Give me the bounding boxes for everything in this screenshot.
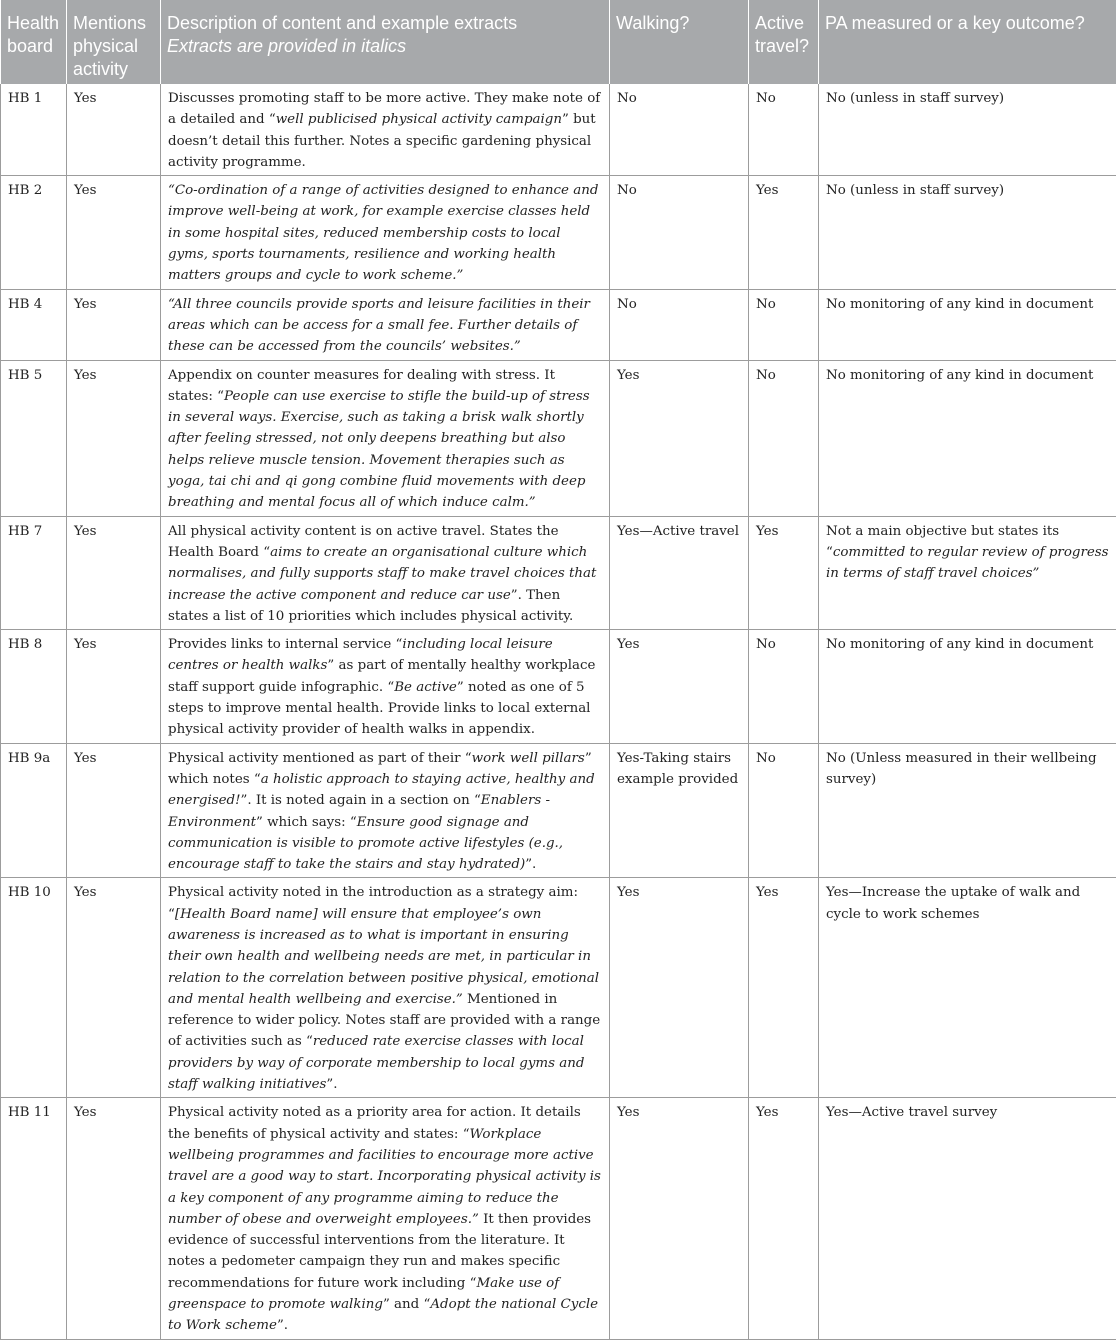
header-health-board: Health board [1,0,67,84]
pa-measured-cell: No (unless in staff survey) [819,84,1116,176]
description-cell-segment: Mentioned in reference to wider policy. Notes staff are provided with a range of activities such as “ [168,992,600,1050]
description-cell [161,176,610,289]
table-row [1,878,1116,1098]
health-board-cell: HB 5 [1,360,67,516]
header-walking: Walking? [610,0,749,84]
mentions-cell: Yes [67,289,161,360]
table-row [1,630,1116,743]
health-board-cell: HB 7 [1,516,67,629]
description-cell [161,878,610,1098]
table-row [1,743,1116,878]
mentions-cell: Yes [67,84,161,176]
pa-measured-cell [819,516,1116,629]
description-cell-segment: ”. It is noted again in a section on “ [240,793,480,808]
description-cell-segment: ” but doesn’t detail this further. Notes a specific gardening physical activity programme. [168,112,596,170]
pa-measured-cell-segment: Not a main objective but states its “ [826,524,1059,560]
active-travel-cell: Yes [749,878,819,1098]
health-board-cell: HB 10 [1,878,67,1098]
walking-cell: No [610,176,749,289]
description-cell-segment: All physical activity content is on active travel. States the Health Board “ [168,524,559,560]
active-travel-cell: Yes [749,516,819,629]
pa-measured-cell: No (unless in staff survey) [819,176,1116,289]
header-active-travel: Active travel? [749,0,819,84]
description-cell-segment: ” which says: “ [256,815,357,830]
walking-cell: Yes [610,1098,749,1339]
table-header [1,0,1116,84]
health-board-cell: HB 2 [1,176,67,289]
description-cell-segment: work well pillars [472,751,585,766]
description-cell-segment: Physical activity noted as a priority area for action. It details the benefits of physical activity and states: “ [168,1105,581,1141]
description-cell-segment: People can use exercise to stifle the build-up of stress in several ways. Exercise, such as taking a brisk walk shortly after feeling stressed, not only deepens breathing but also helps relieve muscle tension. Movement therapies such as yoga, tai chi and qi gong combine fluid movements with deep breathing and mental focus all of which induce calm.” [168,389,590,510]
description-cell-segment: ”. [525,857,536,872]
pa-measured-cell: No monitoring of any kind in document [819,289,1116,360]
mentions-cell: Yes [67,743,161,878]
description-cell-segment: Workplace wellbeing programmes and facilities to encourage more active travel are a good way to start. Incorporating physical activity is a key component of any programme aiming to reduce the number of obese and overweight employees.” [168,1127,601,1227]
health-board-cell: HB 9a [1,743,67,878]
description-cell-segment: Provides links to internal service “ [168,637,402,652]
description-cell [161,360,610,516]
description-cell-segment: ” as part of mentally healthy workplace staff support guide infographic. “ [168,658,595,694]
walking-cell: No [610,289,749,360]
header-pa-measured: PA measured or a key outcome? [819,0,1116,84]
active-travel-cell: No [749,289,819,360]
walking-cell: Yes [610,630,749,743]
description-cell-segment: Be active [394,680,457,695]
table-row [1,1098,1116,1339]
health-board-cell: HB 8 [1,630,67,743]
pa-measured-cell: No (Unless measured in their wellbeing survey) [819,743,1116,878]
description-cell-segment: Enablers -Environment [168,793,550,829]
description-cell-segment: including local leisure centres or health walks [168,637,553,673]
description-cell [161,1098,610,1339]
pa-measured-cell: No monitoring of any kind in document [819,630,1116,743]
table-row [1,516,1116,629]
walking-cell: Yes [610,360,749,516]
description-cell-segment: Adopt the national Cycle to Work scheme [168,1297,598,1333]
description-cell-segment: Appendix on counter measures for dealing with stress. It states: “ [168,368,555,404]
description-cell-segment: “All three councils provide sports and leisure facilities in their areas which can be access for a small fee. Further details of these can be accessed from the councils’ websites.” [168,297,590,355]
pa-measured-cell: No monitoring of any kind in document [819,360,1116,516]
description-cell-segment: Physical activity mentioned as part of their “ [168,751,472,766]
description-cell-segment: ” and “ [383,1297,430,1312]
health-board-cell: HB 11 [1,1098,67,1339]
description-cell [161,743,610,878]
header-description-subtitle: Extracts are provided in italics [167,35,603,58]
pa-measured-cell: Yes—Increase the uptake of walk and cycle to work schemes [819,878,1116,1098]
description-cell-segment: ” which notes “ [168,751,592,787]
description-cell-segment: ”. [277,1318,288,1333]
description-cell-segment: Physical activity noted in the introduction as a strategy aim: “ [168,885,578,921]
mentions-cell: Yes [67,878,161,1098]
description-cell-segment: ”. [326,1077,337,1092]
active-travel-cell: No [749,84,819,176]
description-cell-segment: “Co-ordination of a range of activities designed to enhance and improve well-being at work, for example exercise classes held in some hospital sites, reduced membership costs to local gyms, sports tournaments, resilience and working health matters groups and cycle to work scheme.” [168,183,598,283]
description-cell [161,289,610,360]
active-travel-cell: No [749,630,819,743]
table-body [1,84,1116,1339]
description-cell-segment: [Health Board name] will ensure that employee’s own awareness is increased as to what is important in ensuring their own health and wellbeing needs are met, in particular in relation to the correlation between positive physical, emotional and mental health wellbeing and exercise.” [168,907,599,1007]
table-row [1,360,1116,516]
description-cell-segment: Ensure good signage and communication is visible to promote active lifestyles (e.g., encourage staff to take the stairs and stay hydrated) [168,815,563,873]
active-travel-cell: Yes [749,1098,819,1339]
description-cell [161,84,610,176]
active-travel-cell: Yes [749,176,819,289]
pa-measured-cell: Yes—Active travel survey [819,1098,1116,1339]
active-travel-cell: No [749,743,819,878]
header-description [161,0,610,84]
description-cell [161,516,610,629]
health-board-cell: HB 1 [1,84,67,176]
mentions-cell: Yes [67,1098,161,1339]
walking-cell: No [610,84,749,176]
walking-cell: Yes-Taking stairs example provided [610,743,749,878]
mentions-cell: Yes [67,630,161,743]
active-travel-cell: No [749,360,819,516]
pa-measured-cell-segment: committed to regular review of progress in terms of staff travel choices” [826,545,1109,581]
mentions-cell: Yes [67,360,161,516]
header-description-title: Description of content and example extracts [167,13,517,33]
description-cell-segment: Discusses promoting staff to be more active. They make note of a detailed and “ [168,91,600,127]
description-cell-segment: well publicised physical activity campaign [276,112,562,127]
description-cell-segment: aims to create an organisational culture which normalises, and fully supports staff to make travel choices that increase the active component and reduce car use [168,545,596,603]
mentions-cell: Yes [67,516,161,629]
mentions-cell: Yes [67,176,161,289]
description-cell-segment: ”. Then states a list of 10 priorities which includes physical activity. [168,588,573,624]
health-board-cell: HB 4 [1,289,67,360]
header-row [1,0,1116,84]
description-cell-segment: It then provides evidence of successful interventions from the literature. It notes a pedometer campaign they run and makes specific recommendations for future work including “ [168,1212,591,1291]
table-row [1,176,1116,289]
table-row [1,84,1116,176]
description-cell [161,630,610,743]
description-cell-segment: reduced rate exercise classes with local providers by way of corporate membership to local gyms and staff walking initiatives [168,1034,584,1092]
table-row [1,289,1116,360]
description-cell-segment: a holistic approach to staying active, healthy and energised! [168,772,595,808]
description-cell-segment: Make use of greenspace to promote walking [168,1276,559,1312]
walking-cell: Yes [610,878,749,1098]
walking-cell: Yes—Active travel [610,516,749,629]
description-cell-segment: ” noted as one of 5 steps to improve mental health. Provide links to local external physical activity provider of health walks in appendix. [168,680,590,738]
header-mentions: Mentions physical activity [67,0,161,84]
